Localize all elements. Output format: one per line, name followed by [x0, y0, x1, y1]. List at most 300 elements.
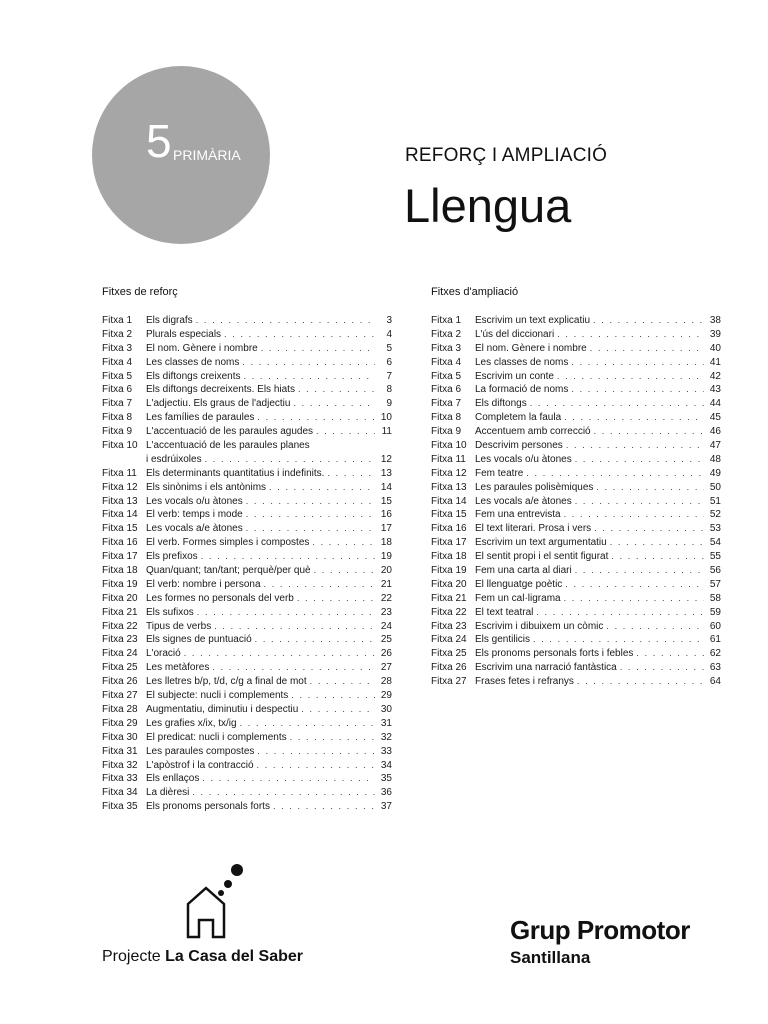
dot-leader: [273, 800, 375, 814]
toc-title: Fem un cal·ligrama: [475, 592, 561, 604]
dot-leader: [636, 647, 704, 661]
toc-row: [102, 550, 392, 564]
toc-page: 13: [380, 467, 392, 479]
dot-leader: [533, 633, 704, 647]
toc-number: Fitxa 4: [102, 356, 133, 368]
toc-row: [431, 564, 721, 578]
toc-row: [431, 481, 721, 495]
toc-row: [102, 425, 392, 439]
reforc-section: [102, 285, 392, 814]
toc-title: Els pronoms personals forts: [146, 801, 270, 813]
toc-number: Fitxa 10: [102, 440, 138, 452]
toc-page: 46: [709, 426, 721, 438]
toc-number: Fitxa 6: [431, 384, 462, 396]
dot-leader: [291, 689, 375, 703]
dot-leader: [264, 578, 375, 592]
toc-row: [431, 411, 721, 425]
toc-row: [102, 647, 392, 661]
dot-leader: [310, 675, 375, 689]
dot-leader: [564, 592, 704, 606]
toc-number: Fitxa 2: [102, 328, 133, 340]
house-icon: [182, 862, 252, 942]
toc-page: 19: [380, 551, 392, 563]
dot-leader: [594, 522, 704, 536]
toc-row: [102, 439, 392, 453]
dot-leader: [244, 370, 376, 384]
toc-number: Fitxa 8: [102, 412, 133, 424]
toc-page: 6: [386, 356, 392, 368]
toc-title: Escrivim un text argumentatiu: [475, 537, 607, 549]
toc-row: [102, 314, 392, 328]
dot-leader: [594, 425, 704, 439]
dot-leader: [575, 495, 704, 509]
toc-number: Fitxa 27: [431, 676, 467, 688]
toc-row: [102, 703, 392, 717]
toc-title: Els pronoms personals forts i febles: [475, 648, 634, 660]
reforc-list: [102, 314, 392, 814]
toc-row: [431, 439, 721, 453]
toc-page: 18: [380, 537, 392, 549]
toc-title: Els sinònims i els antònims: [146, 481, 267, 493]
dot-leader: [596, 481, 704, 495]
toc-title: Frases fetes i refranys: [475, 676, 574, 688]
toc-row: [431, 522, 721, 536]
project-line: [102, 948, 303, 966]
toc-page: 12: [380, 453, 392, 465]
toc-title: Els digrafs: [146, 315, 193, 326]
toc-number: Fitxa 3: [431, 342, 462, 354]
dot-leader: [257, 745, 375, 759]
toc-number: Fitxa 10: [431, 440, 467, 452]
toc-page: 59: [709, 606, 721, 618]
dot-leader: [590, 342, 704, 356]
toc-number: Fitxa 13: [431, 481, 467, 493]
toc-row: [102, 467, 392, 481]
toc-page: 3: [386, 315, 392, 326]
toc-number: Fitxa 15: [431, 509, 467, 521]
toc-number: Fitxa 4: [431, 356, 462, 368]
toc-number: Fitxa 1: [431, 315, 462, 326]
toc-page: 22: [380, 592, 392, 604]
toc-page: 42: [709, 370, 721, 382]
dot-leader: [564, 411, 704, 425]
toc-row: [431, 397, 721, 411]
toc-page: 28: [380, 676, 392, 688]
toc-number: Fitxa 22: [102, 620, 138, 632]
toc-page: 21: [380, 578, 392, 590]
toc-page: 40: [709, 342, 721, 354]
toc-page: 32: [380, 731, 392, 743]
toc-number: Fitxa 8: [431, 412, 462, 424]
toc-number: Fitxa 11: [431, 453, 466, 465]
toc-row: [431, 675, 721, 689]
toc-title: El llenguatge poètic: [475, 578, 563, 590]
toc-number: Fitxa 14: [102, 509, 138, 521]
toc-number: Fitxa 18: [102, 565, 138, 577]
toc-title: Tipus de verbs: [146, 620, 212, 632]
toc-number: Fitxa 12: [102, 481, 138, 493]
toc-number: Fitxa 23: [102, 634, 138, 646]
toc-number: Fitxa 18: [431, 551, 467, 563]
dot-leader: [242, 356, 375, 370]
toc-row: [431, 647, 721, 661]
toc-number: Fitxa 34: [102, 787, 138, 799]
toc-page: 34: [380, 759, 392, 771]
toc-page: 14: [380, 481, 392, 493]
toc-number: Fitxa 22: [431, 606, 467, 618]
toc-row: [102, 620, 392, 634]
dot-leader: [184, 647, 375, 661]
dot-leader: [214, 620, 375, 634]
toc-page: 49: [709, 467, 721, 479]
dot-leader: [255, 633, 375, 647]
toc-row: [431, 356, 721, 370]
toc-page: 38: [709, 315, 721, 326]
toc-row: [431, 550, 721, 564]
toc-page: 45: [709, 412, 721, 424]
toc-page: 35: [380, 773, 392, 785]
dot-leader: [565, 578, 704, 592]
toc-title: Les paraules compostes: [146, 745, 255, 757]
toc-title: L'oració: [146, 648, 181, 660]
dot-leader: [316, 425, 375, 439]
toc-row: [431, 328, 721, 342]
toc-row: [102, 397, 392, 411]
toc-row: [431, 606, 721, 620]
dot-leader: [240, 717, 375, 731]
toc-number: Fitxa 35: [102, 801, 138, 813]
ampliacio-section-title: Fitxes d'ampliació: [431, 286, 519, 298]
toc-title: Les metàfores: [146, 662, 210, 674]
dot-leader: [212, 661, 375, 675]
toc-title: Les vocals a/e àtones: [475, 495, 572, 507]
dot-leader: [257, 759, 375, 773]
toc-title: El text literari. Prosa i vers: [475, 523, 592, 535]
toc-page: 27: [380, 662, 392, 674]
toc-row: [431, 453, 721, 467]
dot-leader: [606, 620, 704, 634]
toc-page: 11: [381, 426, 392, 438]
toc-title: Plurals especials: [146, 328, 222, 340]
toc-page: 9: [386, 398, 392, 410]
toc-row: [102, 745, 392, 759]
dot-leader: [611, 550, 704, 564]
toc-title: Els enllaços: [146, 773, 200, 785]
toc-title: Fem una carta al diari: [475, 565, 572, 577]
toc-number: Fitxa 24: [431, 634, 467, 646]
toc-row: [431, 508, 721, 522]
toc-page: 5: [386, 342, 392, 354]
toc-number: Fitxa 25: [431, 648, 467, 660]
reforc-section-title: Fitxes de reforç: [102, 286, 178, 298]
subject-title: Llengua: [404, 179, 572, 232]
toc-row: [431, 592, 721, 606]
toc-number: Fitxa 33: [102, 773, 138, 785]
toc-row: [431, 425, 721, 439]
dot-leader: [197, 606, 375, 620]
toc-row: [102, 592, 392, 606]
dot-leader: [620, 661, 704, 675]
dot-leader: [192, 786, 375, 800]
toc-row: [102, 370, 392, 384]
toc-page: 15: [380, 495, 392, 507]
toc-number: Fitxa 24: [102, 648, 138, 660]
toc-row: [102, 717, 392, 731]
toc-number: Fitxa 2: [431, 328, 462, 340]
toc-title: Els signes de puntuació: [146, 634, 252, 646]
toc-page: 61: [709, 634, 721, 646]
toc-number: Fitxa 3: [102, 342, 133, 354]
dot-leader: [575, 453, 704, 467]
toc-title: Escrivim una narració fantàstica: [475, 662, 617, 674]
toc-page: 63: [709, 662, 721, 674]
toc-title: El subjecte: nucli i complements: [146, 690, 289, 702]
grade-label: PRIMÀRIA: [173, 147, 241, 163]
toc-page: 29: [380, 690, 392, 702]
toc-row: [102, 800, 392, 814]
toc-row: [102, 759, 392, 773]
dot-leader: [298, 383, 375, 397]
toc-title: Els prefixos: [146, 551, 198, 563]
toc-page: 43: [709, 384, 721, 396]
dot-leader: [261, 342, 375, 356]
toc-page: 39: [709, 328, 721, 340]
dot-leader: [327, 467, 375, 481]
toc-row: [102, 411, 392, 425]
toc-page: 8: [386, 384, 392, 396]
toc-page: 54: [709, 537, 721, 549]
toc-page: 25: [380, 634, 392, 646]
toc-number: Fitxa 19: [102, 578, 138, 590]
toc-title: Els diftongs: [475, 398, 527, 410]
toc-title: i esdrúixoles: [146, 453, 202, 465]
toc-row: [431, 383, 721, 397]
toc-row: [431, 467, 721, 481]
project-name: La Casa del Saber: [165, 948, 303, 965]
toc-title: El text teatral: [475, 606, 534, 618]
toc-title: Els sufixos: [146, 606, 194, 618]
toc-title: Els diftongs creixents: [146, 370, 241, 382]
dot-leader: [297, 592, 375, 606]
publisher-name: Grup Promotor: [510, 915, 690, 945]
toc-row: [431, 342, 721, 356]
dot-leader: [314, 564, 375, 578]
dot-leader: [577, 675, 704, 689]
toc-page: 51: [709, 495, 721, 507]
toc-row: [102, 328, 392, 342]
toc-page: 44: [709, 398, 721, 410]
dot-leader: [246, 508, 375, 522]
dot-leader: [571, 383, 704, 397]
toc-number: Fitxa 14: [431, 495, 467, 507]
toc-row: [102, 383, 392, 397]
toc-page: 36: [380, 787, 392, 799]
toc-title: Les paraules polisèmiques: [475, 481, 594, 493]
toc-page: 50: [709, 481, 721, 493]
toc-row: [102, 578, 392, 592]
dot-leader: [301, 703, 375, 717]
toc-title: Les classes de noms: [146, 356, 240, 368]
toc-row: [102, 786, 392, 800]
toc-page: 57: [709, 578, 721, 590]
toc-page: 17: [380, 523, 392, 535]
toc-number: Fitxa 16: [431, 523, 467, 535]
dot-leader: [566, 439, 704, 453]
toc-page: 41: [709, 356, 721, 368]
toc-row: [102, 536, 392, 550]
toc-row: [102, 508, 392, 522]
toc-number: Fitxa 9: [431, 426, 462, 438]
dot-leader: [557, 370, 704, 384]
dot-leader: [293, 397, 375, 411]
dot-leader: [246, 522, 375, 536]
toc-page: 16: [380, 509, 392, 521]
toc-number: Fitxa 1: [102, 315, 133, 326]
toc-title: La formació de noms: [475, 384, 569, 396]
toc-row: [102, 633, 392, 647]
toc-number: Fitxa 5: [102, 370, 133, 382]
toc-page: 20: [380, 565, 392, 577]
toc-row: [102, 689, 392, 703]
toc-row: [102, 675, 392, 689]
toc-title: Les grafies x/ix, tx/ig: [146, 717, 237, 729]
toc-number: Fitxa 12: [431, 467, 467, 479]
toc-page: 26: [380, 648, 392, 660]
toc-row: [102, 606, 392, 620]
toc-title: Augmentatiu, diminutiu i despectiu: [146, 703, 299, 715]
toc-row: [431, 661, 721, 675]
toc-title: El predicat: nucli i complements: [146, 731, 287, 743]
toc-page: 48: [709, 453, 721, 465]
toc-number: Fitxa 9: [102, 426, 133, 438]
toc-title: Fem teatre: [475, 467, 524, 479]
toc-number: Fitxa 26: [102, 676, 138, 688]
toc-number: Fitxa 17: [102, 551, 138, 563]
dot-leader: [269, 481, 375, 495]
dot-leader: [196, 314, 375, 328]
dot-leader: [610, 536, 704, 550]
toc-title: Les famílies de paraules: [146, 412, 255, 424]
series-title: REFORÇ I AMPLIACIÓ: [405, 145, 608, 166]
toc-row: [431, 495, 721, 509]
dot-leader: [530, 397, 704, 411]
toc-title: El nom. Gènere i nombre: [475, 342, 587, 354]
toc-title: Quan/quant; tan/tant; perquè/per què: [146, 565, 311, 577]
publisher-sub: Santillana: [510, 948, 591, 967]
grade-number: 5: [146, 115, 172, 167]
toc-number: Fitxa 6: [102, 384, 133, 396]
project-prefix: Projecte: [102, 948, 161, 965]
toc-title: Els gentilicis: [475, 634, 531, 646]
toc-title: L'adjectiu. Els graus de l'adjectiu: [146, 398, 291, 410]
toc-page: 55: [709, 551, 721, 563]
toc-number: Fitxa 20: [431, 578, 467, 590]
dot-leader: [202, 772, 375, 786]
toc-number: Fitxa 27: [102, 690, 138, 702]
toc-number: Fitxa 23: [431, 620, 467, 632]
toc-title: Les classes de noms: [475, 356, 569, 368]
toc-title: Les formes no personals del verb: [146, 592, 294, 604]
toc-page: 10: [380, 412, 392, 424]
toc-title: El sentit propi i el sentit figurat: [475, 551, 609, 563]
toc-number: Fitxa 7: [102, 398, 133, 410]
toc-number: Fitxa 32: [102, 759, 138, 771]
toc-title: Completem la faula: [475, 412, 562, 424]
toc-title: Les lletres b/p, t/d, c/g a final de mot: [146, 676, 307, 688]
toc-number: Fitxa 26: [431, 662, 467, 674]
dot-leader: [575, 564, 704, 578]
toc-title: El nom. Gènere i nombre: [146, 342, 258, 354]
toc-page: 30: [380, 703, 392, 715]
toc-page: 31: [380, 717, 392, 729]
toc-row: [102, 453, 392, 467]
toc-row: [102, 661, 392, 675]
toc-page: 53: [709, 523, 721, 535]
toc-number: Fitxa 29: [102, 717, 138, 729]
toc-title: Les vocals a/e àtones: [146, 523, 243, 535]
toc-number: Fitxa 15: [102, 523, 138, 535]
toc-page: 52: [709, 509, 721, 521]
toc-title: La dièresi: [146, 787, 190, 799]
toc-title: Les vocals o/u àtones: [146, 495, 243, 507]
toc-title: El verb. Formes simples i compostes: [146, 537, 310, 549]
toc-row: [102, 356, 392, 370]
toc-title: Descrivim persones: [475, 440, 563, 452]
toc-title: El verb: temps i mode: [146, 509, 243, 521]
toc-title: L'apòstrof i la contracció: [146, 759, 254, 771]
dot-leader: [290, 731, 375, 745]
dot-leader: [205, 453, 375, 467]
toc-number: Fitxa 20: [102, 592, 138, 604]
dot-leader: [564, 508, 704, 522]
ampliacio-section: [431, 285, 721, 689]
toc-row: [431, 370, 721, 384]
toc-number: Fitxa 30: [102, 731, 138, 743]
dot-leader: [536, 606, 704, 620]
toc-page: 4: [386, 328, 392, 340]
toc-page: 56: [709, 565, 721, 577]
toc-title: Fem una entrevista: [475, 509, 561, 521]
toc-number: Fitxa 7: [431, 398, 462, 410]
toc-title: L'accentuació de les paraules planes: [146, 440, 310, 452]
toc-title: L'ús del diccionari: [475, 328, 555, 340]
toc-page: 7: [386, 370, 392, 382]
dot-leader: [526, 467, 704, 481]
dot-leader: [246, 495, 375, 509]
toc-number: Fitxa 21: [102, 606, 138, 618]
toc-row: [431, 620, 721, 634]
toc-title: Escrivim i dibuixem un còmic: [475, 620, 604, 632]
toc-title: Accentuem amb correcció: [475, 426, 591, 438]
toc-row: [102, 522, 392, 536]
dot-leader: [201, 550, 375, 564]
dot-leader: [257, 411, 375, 425]
toc-number: Fitxa 25: [102, 662, 138, 674]
toc-page: 64: [709, 676, 721, 688]
toc-page: 37: [380, 801, 392, 813]
toc-row: [102, 772, 392, 786]
toc-row: [102, 564, 392, 578]
toc-number: Fitxa 11: [102, 467, 137, 479]
toc-row: [102, 495, 392, 509]
toc-page: 47: [709, 440, 721, 452]
toc-page: 60: [709, 620, 721, 632]
toc-title: Els determinants quantitatius i indefinits.: [146, 467, 325, 479]
toc-page: 58: [709, 592, 721, 604]
toc-page: 23: [380, 606, 392, 618]
toc-row: [102, 342, 392, 356]
ampliacio-list: [431, 314, 721, 689]
